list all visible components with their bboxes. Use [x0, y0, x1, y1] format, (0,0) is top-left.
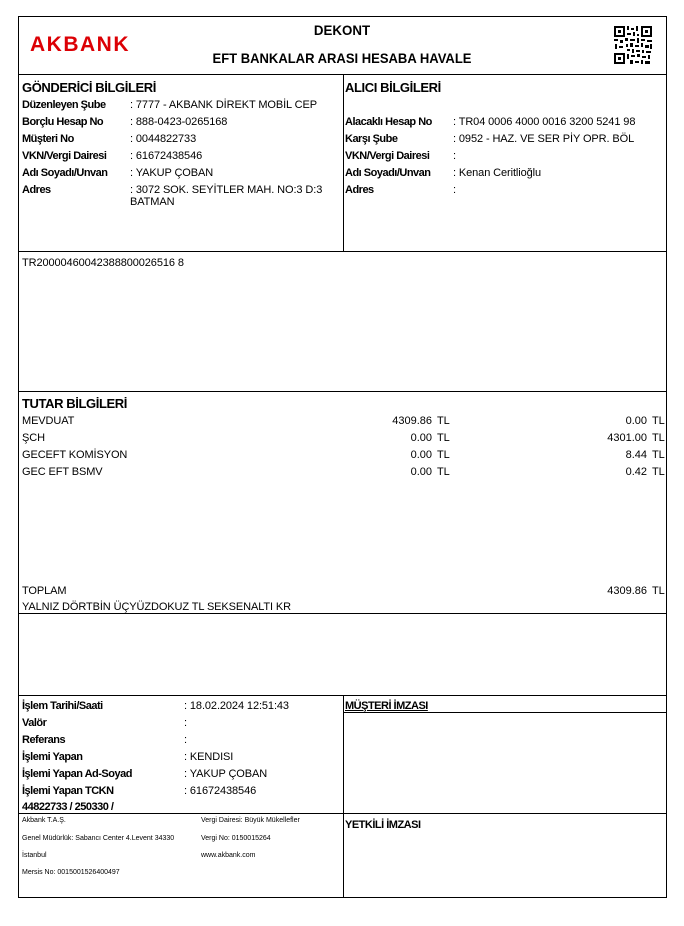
amount-row-debit-unit: TL — [437, 466, 450, 478]
amount-row-name: GECEFT KOMİSYON — [22, 449, 128, 461]
amount-row-debit: 0.00 — [410, 432, 432, 444]
sender-value-account: : 888-0423-0265168 — [130, 116, 228, 128]
amount-in-words: YALNIZ DÖRTBİN ÜÇYÜZDOKUZ TL SEKSENALTI KR — [22, 601, 292, 613]
receiver-label-account: Alacaklı Hesap No — [345, 116, 432, 128]
divider-signature-column — [343, 695, 344, 898]
amount-row-credit: 4301.00 — [607, 432, 647, 444]
receiver-label-branch: Karşı Şube — [345, 133, 398, 145]
total-unit: TL — [652, 585, 665, 597]
amount-row-debit-unit: TL — [437, 415, 450, 427]
sender-label-branch: Düzenleyen Şube — [22, 99, 106, 111]
document-title: DEKONT — [313, 22, 371, 38]
amount-row-name: MEVDUAT — [22, 415, 75, 427]
amount-row-debit: 0.00 — [410, 449, 432, 461]
transaction-description: TR20000460042388800026516 8 — [22, 257, 184, 269]
receiver-label-name: Adı Soyadı/Unvan — [345, 167, 431, 179]
customer-signature-label: MÜŞTERİ İMZASI — [345, 700, 428, 712]
txn-label-performer-tckn: İşlemi Yapan TCKN — [22, 785, 114, 797]
sender-value-tax: : 61672438546 — [130, 150, 203, 162]
sender-value-branch: : 7777 - AKBANK DİREKT MOBİL CEP — [130, 99, 317, 111]
amount-row-debit: 4309.86 — [392, 415, 432, 427]
amounts-heading: TUTAR BİLGİLERİ — [22, 396, 127, 411]
sender-label-tax: VKN/Vergi Dairesi — [22, 150, 107, 162]
txn-value-performer-tckn: : 61672438546 — [184, 785, 257, 797]
receiver-value-name: : Kenan Ceritlioğlu — [453, 167, 541, 179]
txn-value-value-date: : — [184, 717, 187, 729]
authorized-signature-label: YETKİLİ İMZASI — [345, 819, 421, 831]
receiver-heading: ALICI BİLGİLERİ — [345, 80, 441, 95]
sender-value-customer-no: : 0044822733 — [130, 133, 197, 145]
divider-customer-sign-head — [343, 712, 667, 713]
sender-value-address: : 3072 SOK. SEYİTLER MAH. NO:3 D:3 — [130, 184, 323, 196]
amount-row-name: ŞCH — [22, 432, 45, 444]
txn-label-datetime: İşlem Tarihi/Saati — [22, 700, 103, 712]
txn-label-reference: Referans — [22, 734, 66, 746]
amount-row-credit-unit: TL — [652, 466, 665, 478]
sender-label-account: Borçlu Hesap No — [22, 116, 104, 128]
divider-footer — [18, 813, 667, 814]
amount-row-credit-unit: TL — [652, 432, 665, 444]
txn-label-value-date: Valör — [22, 717, 47, 729]
footer-website: www.akbank.com — [201, 852, 256, 859]
footer-hq: Genel Müdürlük: Sabancı Center 4.Levent 34330 — [22, 835, 175, 842]
total-amount: 4309.86 — [607, 585, 647, 597]
footer-tax-office: Vergi Dairesi: Büyük Mükellefler — [201, 817, 300, 824]
document-subtitle: EFT BANKALAR ARASI HESABA HAVALE — [212, 50, 472, 66]
txn-label-performer: İşlemi Yapan — [22, 751, 83, 763]
sender-label-customer-no: Müşteri No — [22, 133, 74, 145]
sender-value-name: : YAKUP ÇOBAN — [130, 167, 214, 179]
amount-row-credit: 0.42 — [625, 466, 647, 478]
amount-row-debit-unit: TL — [437, 432, 450, 444]
txn-value-performer: : KENDISI — [184, 751, 234, 763]
amount-row-credit: 8.44 — [625, 449, 647, 461]
receiver-label-address: Adres — [345, 184, 374, 196]
receiver-value-tax: : — [453, 150, 456, 162]
qr-code-icon — [613, 25, 653, 65]
total-label: TOPLAM — [22, 585, 67, 597]
footer-city: İstanbul — [22, 852, 47, 859]
sender-value-address-line2: BATMAN — [130, 196, 175, 208]
amount-row-credit-unit: TL — [652, 449, 665, 461]
txn-code: 44822733 / 250330 / — [22, 801, 114, 813]
divider-description — [18, 251, 667, 252]
sender-heading: GÖNDERİCİ BİLGİLERİ — [22, 80, 156, 95]
receiver-label-tax: VKN/Vergi Dairesi — [345, 150, 430, 162]
footer-company: Akbank T.A.Ş. — [22, 817, 66, 824]
sender-label-address: Adres — [22, 184, 51, 196]
txn-value-datetime: : 18.02.2024 12:51:43 — [184, 700, 289, 712]
receiver-value-branch: : 0952 - HAZ. VE SER PİY OPR. BÖL — [453, 133, 635, 145]
amount-row-debit: 0.00 — [410, 466, 432, 478]
amount-row-credit-unit: TL — [652, 415, 665, 427]
divider-blank — [18, 613, 667, 614]
divider-party-columns — [343, 74, 344, 251]
amount-row-debit-unit: TL — [437, 449, 450, 461]
txn-label-performer-name: İşlemi Yapan Ad-Soyad — [22, 768, 132, 780]
footer-tax-no: Vergi No: 0150015264 — [201, 835, 271, 842]
receiver-value-address: : — [453, 184, 456, 196]
amount-row-credit: 0.00 — [625, 415, 647, 427]
txn-value-performer-name: : YAKUP ÇOBAN — [184, 768, 268, 780]
footer-mersis: Mersis No: 0015001526400497 — [22, 869, 120, 876]
divider-amounts — [18, 391, 667, 392]
amount-row-name: GEC EFT BSMV — [22, 466, 103, 478]
txn-value-reference: : — [184, 734, 187, 746]
akbank-logo: AKBANK — [30, 33, 130, 56]
receiver-value-account: : TR04 0006 4000 0016 3200 5241 98 — [453, 116, 636, 128]
sender-label-name: Adı Soyadı/Unvan — [22, 167, 108, 179]
